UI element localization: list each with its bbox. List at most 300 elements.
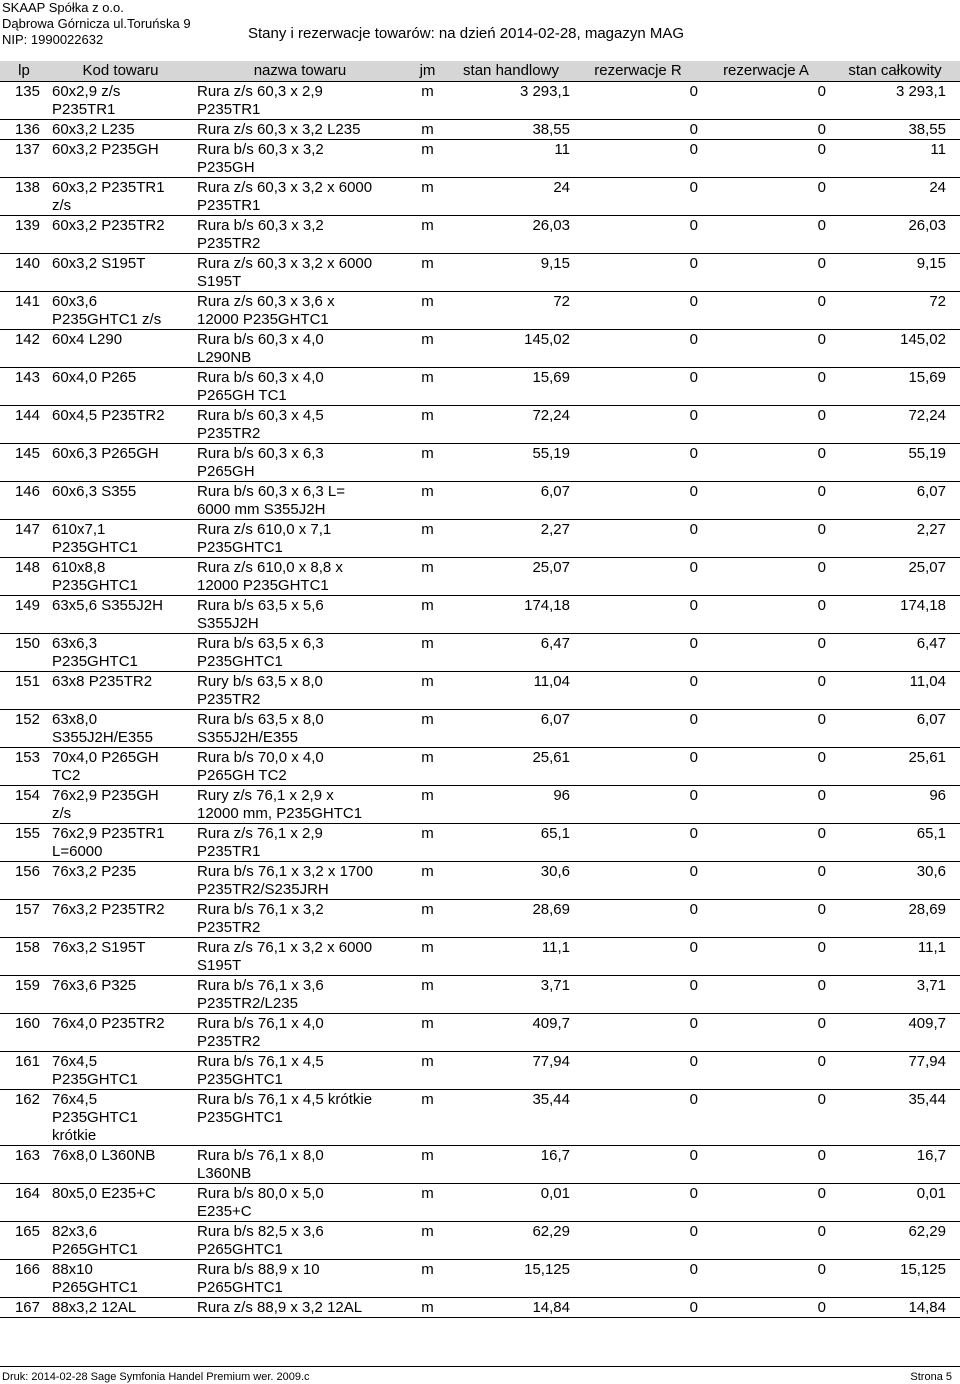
cell-nazwa-towaru-line: P235TR2 [197, 919, 261, 936]
cell-lp: 152 [14, 711, 40, 728]
cell-stan-calkowity: 16,7 [916, 1147, 946, 1164]
cell-jm: m [421, 1147, 434, 1164]
cell-lp: 164 [14, 1185, 40, 1202]
cell-rezerwacje-r: 0 [689, 787, 698, 804]
cell-nazwa-towaru-line: P235GHTC1 [197, 653, 283, 670]
cell-nazwa-towaru [193, 1298, 407, 1318]
cell-rezerwacje-r: 0 [689, 179, 698, 196]
cell-nazwa-towaru-line: Rury b/s 63,5 x 8,0 [197, 673, 323, 690]
cell-rezerwacje-a: 0 [817, 1053, 826, 1070]
col-header-kod: Kod towaru [48, 61, 193, 82]
cell-jm: m [421, 141, 434, 158]
cell-stan-handlowy: 72,24 [532, 407, 570, 424]
cell-rezerwacje-r: 0 [689, 939, 698, 956]
cell-nazwa-towaru-line: Rura b/s 60,3 x 4,5 [197, 407, 324, 424]
cell-lp: 161 [14, 1053, 40, 1070]
company-nip: NIP: 1990022632 [2, 32, 104, 47]
cell-stan-handlowy: 38,55 [532, 121, 570, 138]
cell-kod-towaru-line: 60x4,5 P235TR2 [52, 407, 165, 424]
cell-jm: m [421, 179, 434, 196]
cell-rezerwacje-a: 0 [817, 787, 826, 804]
cell-nazwa-towaru-line: Rura b/s 60,3 x 6,3 L= [197, 483, 346, 500]
table-header-row [0, 61, 960, 82]
cell-nazwa-towaru-line: Rura z/s 76,1 x 3,2 x 6000 [197, 939, 373, 956]
cell-stan-handlowy: 65,1 [540, 825, 570, 842]
cell-kod-towaru-line: 80x5,0 E235+C [52, 1185, 156, 1202]
cell-kod-towaru [48, 82, 193, 120]
cell-jm: m [421, 977, 434, 994]
cell-rezerwacje-a: 0 [817, 83, 826, 100]
cell-lp: 148 [14, 559, 40, 576]
cell-lp: 145 [14, 445, 40, 462]
cell-kod-towaru [48, 292, 193, 330]
table-row [0, 140, 960, 178]
cell-nazwa-towaru [193, 444, 407, 482]
cell-stan-handlowy: 11,04 [533, 673, 570, 690]
cell-nazwa-towaru-line: Rura b/s 76,1 x 3,2 [197, 901, 324, 918]
cell-stan-calkowity: 62,29 [908, 1223, 946, 1240]
cell-nazwa-towaru [193, 292, 407, 330]
cell-rezerwacje-r: 0 [689, 749, 698, 766]
cell-kod-towaru-line: 60x4,0 P265 [52, 369, 137, 386]
cell-kod-towaru-line: 60x4 L290 [52, 331, 123, 348]
cell-stan-handlowy: 77,94 [532, 1053, 570, 1070]
cell-nazwa-towaru-line: P235GHTC1 [197, 1109, 283, 1126]
cell-kod-towaru [48, 672, 193, 710]
print-info: Druk: 2014-02-28 Sage Symfonia Handel Premium wer. 2009.c [2, 1371, 310, 1383]
table-row [0, 900, 960, 938]
cell-lp: 149 [14, 597, 40, 614]
cell-jm: m [421, 1015, 434, 1032]
table-row [0, 482, 960, 520]
cell-kod-towaru [48, 1014, 193, 1052]
cell-kod-towaru-line: 76x4,5 [52, 1091, 98, 1108]
cell-lp: 154 [14, 787, 40, 804]
cell-kod-towaru [48, 748, 193, 786]
cell-nazwa-towaru-line: S355J2H/E355 [197, 729, 298, 746]
cell-nazwa-towaru-line: P265GHTC1 [197, 1241, 283, 1258]
cell-kod-towaru [48, 634, 193, 672]
cell-lp: 140 [14, 255, 40, 272]
cell-nazwa-towaru [193, 406, 407, 444]
cell-nazwa-towaru-line: Rura z/s 60,3 x 3,6 x [197, 293, 335, 310]
cell-kod-towaru [48, 710, 193, 748]
cell-stan-handlowy: 11,1 [541, 939, 570, 956]
cell-jm: m [421, 1223, 434, 1240]
cell-nazwa-towaru-line: P235GHTC1 [197, 1071, 283, 1088]
cell-rezerwacje-a: 0 [817, 369, 826, 386]
cell-jm: m [421, 217, 434, 234]
table-row [0, 938, 960, 976]
cell-nazwa-towaru-line: Rury z/s 76,1 x 2,9 x [197, 787, 334, 804]
cell-rezerwacje-r: 0 [689, 1261, 698, 1278]
cell-kod-towaru [48, 406, 193, 444]
cell-kod-towaru-line: 76x3,6 P325 [52, 977, 137, 994]
cell-stan-handlowy: 96 [553, 787, 570, 804]
cell-nazwa-towaru-line: Rura b/s 88,9 x 10 [197, 1261, 320, 1278]
cell-jm: m [421, 559, 434, 576]
cell-lp: 155 [14, 825, 40, 842]
cell-nazwa-towaru-line: Rura z/s 88,9 x 3,2 12AL [197, 1299, 363, 1316]
cell-lp: 165 [14, 1223, 40, 1240]
table-row [0, 1222, 960, 1260]
cell-kod-towaru-line: P265GHTC1 [52, 1279, 138, 1296]
cell-stan-calkowity: 409,7 [908, 1015, 946, 1032]
cell-kod-towaru [48, 824, 193, 862]
cell-stan-handlowy: 2,27 [540, 521, 570, 538]
cell-kod-towaru-line: 88x3,2 12AL [52, 1299, 137, 1316]
cell-lp: 136 [14, 121, 40, 138]
cell-nazwa-towaru [193, 520, 407, 558]
cell-stan-calkowity: 77,94 [908, 1053, 946, 1070]
cell-stan-handlowy: 145,02 [524, 331, 570, 348]
cell-kod-towaru-line: L=6000 [52, 843, 103, 860]
cell-rezerwacje-r: 0 [689, 293, 698, 310]
cell-rezerwacje-a: 0 [817, 863, 826, 880]
cell-jm: m [421, 1185, 434, 1202]
cell-rezerwacje-r: 0 [689, 331, 698, 348]
cell-rezerwacje-a: 0 [817, 1015, 826, 1032]
cell-stan-calkowity: 25,07 [908, 559, 946, 576]
cell-rezerwacje-a: 0 [817, 635, 826, 652]
company-address: Dąbrowa Górnicza ul.Toruńska 9 [2, 16, 191, 31]
cell-rezerwacje-a: 0 [817, 597, 826, 614]
cell-nazwa-towaru [193, 140, 407, 178]
cell-stan-calkowity: 11,1 [917, 939, 946, 956]
cell-nazwa-towaru-line: P235TR2 [197, 235, 261, 252]
cell-kod-towaru [48, 216, 193, 254]
cell-kod-towaru-line: P265GHTC1 [52, 1241, 138, 1258]
cell-nazwa-towaru-line: 12000 P235GHTC1 [197, 311, 329, 328]
cell-nazwa-towaru-line: P235TR2/L235 [197, 995, 298, 1012]
cell-kod-towaru-line: 610x8,8 [52, 559, 106, 576]
cell-nazwa-towaru [193, 938, 407, 976]
cell-nazwa-towaru-line: 6000 mm S355J2H [197, 501, 326, 518]
cell-nazwa-towaru [193, 82, 407, 120]
cell-lp: 157 [14, 901, 40, 918]
cell-lp: 147 [14, 521, 40, 538]
table-row [0, 216, 960, 254]
cell-stan-handlowy: 55,19 [532, 445, 570, 462]
cell-rezerwacje-r: 0 [689, 1185, 698, 1202]
cell-nazwa-towaru-line: Rura b/s 82,5 x 3,6 [197, 1223, 324, 1240]
cell-lp: 141 [14, 293, 40, 310]
cell-kod-towaru-line: 60x3,2 S195T [52, 255, 146, 272]
cell-jm: m [421, 863, 434, 880]
cell-kod-towaru [48, 558, 193, 596]
cell-lp: 150 [14, 635, 40, 652]
cell-nazwa-towaru-line: Rura z/s 60,3 x 3,2 x 6000 [197, 255, 373, 272]
table-row [0, 672, 960, 710]
cell-nazwa-towaru [193, 1222, 407, 1260]
cell-lp: 151 [14, 673, 40, 690]
cell-kod-towaru [48, 900, 193, 938]
cell-kod-towaru [48, 1298, 193, 1318]
table-row [0, 634, 960, 672]
cell-lp: 166 [14, 1261, 40, 1278]
cell-lp: 153 [14, 749, 40, 766]
cell-rezerwacje-a: 0 [817, 141, 826, 158]
cell-nazwa-towaru-line: Rura b/s 63,5 x 5,6 [197, 597, 324, 614]
cell-rezerwacje-r: 0 [689, 673, 698, 690]
cell-stan-calkowity: 96 [929, 787, 946, 804]
cell-stan-calkowity: 6,47 [916, 635, 946, 652]
table-row [0, 292, 960, 330]
cell-jm: m [421, 331, 434, 348]
cell-kod-towaru [48, 786, 193, 824]
cell-kod-towaru-line: 60x6,3 P265GH [52, 445, 159, 462]
cell-nazwa-towaru-line: Rura b/s 76,1 x 8,0 [197, 1147, 324, 1164]
cell-rezerwacje-a: 0 [817, 521, 826, 538]
cell-stan-handlowy: 3,71 [540, 977, 570, 994]
cell-kod-towaru [48, 482, 193, 520]
cell-nazwa-towaru-line: P235GHTC1 [197, 539, 283, 556]
cell-jm: m [421, 749, 434, 766]
cell-rezerwacje-a: 0 [817, 673, 826, 690]
cell-nazwa-towaru [193, 862, 407, 900]
table-row [0, 786, 960, 824]
cell-stan-handlowy: 35,44 [532, 1091, 570, 1108]
cell-rezerwacje-r: 0 [689, 597, 698, 614]
cell-stan-handlowy: 28,69 [532, 901, 570, 918]
cell-nazwa-towaru-line: Rura b/s 60,3 x 3,2 [197, 141, 324, 158]
cell-kod-towaru-line: 60x6,3 S355 [52, 483, 137, 500]
cell-kod-towaru-line: 82x3,6 [52, 1223, 98, 1240]
cell-kod-towaru [48, 1184, 193, 1222]
cell-nazwa-towaru-line: P235GH [197, 159, 255, 176]
cell-nazwa-towaru [193, 824, 407, 862]
table-row [0, 1184, 960, 1222]
cell-rezerwacje-r: 0 [689, 83, 698, 100]
cell-kod-towaru [48, 120, 193, 140]
col-header-jm: jm [407, 61, 448, 82]
cell-jm: m [421, 635, 434, 652]
cell-stan-calkowity: 55,19 [908, 445, 946, 462]
cell-rezerwacje-r: 0 [689, 635, 698, 652]
table-row [0, 178, 960, 216]
cell-kod-towaru [48, 330, 193, 368]
cell-nazwa-towaru-line: Rura z/s 60,3 x 2,9 [197, 83, 323, 100]
cell-stan-handlowy: 409,7 [532, 1015, 570, 1032]
cell-rezerwacje-r: 0 [689, 1015, 698, 1032]
cell-rezerwacje-a: 0 [817, 977, 826, 994]
cell-nazwa-towaru [193, 1052, 407, 1090]
cell-nazwa-towaru-line: Rura b/s 76,1 x 3,6 [197, 977, 324, 994]
cell-nazwa-towaru [193, 330, 407, 368]
cell-stan-handlowy: 72 [553, 293, 570, 310]
cell-lp: 138 [14, 179, 40, 196]
cell-nazwa-towaru-line: Rura b/s 76,1 x 4,0 [197, 1015, 324, 1032]
table-body [0, 82, 960, 1318]
cell-lp: 143 [14, 369, 40, 386]
cell-nazwa-towaru [193, 1260, 407, 1298]
table-row [0, 406, 960, 444]
cell-rezerwacje-a: 0 [817, 483, 826, 500]
cell-stan-calkowity: 3 293,1 [895, 83, 946, 100]
cell-lp: 163 [14, 1147, 40, 1164]
cell-rezerwacje-a: 0 [817, 1261, 826, 1278]
cell-jm: m [421, 1091, 434, 1108]
cell-stan-handlowy: 25,07 [532, 559, 570, 576]
cell-nazwa-towaru-line: Rura b/s 60,3 x 4,0 [197, 331, 324, 348]
cell-kod-towaru-line: P235GHTC1 [52, 1071, 138, 1088]
cell-rezerwacje-r: 0 [689, 217, 698, 234]
cell-jm: m [421, 521, 434, 538]
cell-rezerwacje-a: 0 [817, 559, 826, 576]
table-row [0, 1298, 960, 1318]
table-row [0, 596, 960, 634]
cell-nazwa-towaru-line: S195T [197, 273, 242, 290]
cell-nazwa-towaru-line: Rura b/s 60,3 x 3,2 [197, 217, 324, 234]
cell-jm: m [421, 673, 434, 690]
cell-nazwa-towaru [193, 1090, 407, 1146]
cell-stan-handlowy: 26,03 [532, 217, 570, 234]
cell-nazwa-towaru-line: E235+C [197, 1203, 252, 1220]
cell-rezerwacje-a: 0 [817, 255, 826, 272]
cell-nazwa-towaru-line: Rura b/s 76,1 x 3,2 x 1700 [197, 863, 373, 880]
cell-lp: 159 [14, 977, 40, 994]
cell-nazwa-towaru [193, 1014, 407, 1052]
cell-stan-handlowy: 15,125 [524, 1261, 570, 1278]
cell-kod-towaru-line: P235GHTC1 [52, 653, 138, 670]
cell-stan-calkowity: 174,18 [900, 597, 946, 614]
cell-nazwa-towaru [193, 1184, 407, 1222]
cell-lp: 146 [14, 483, 40, 500]
cell-lp: 162 [14, 1091, 40, 1108]
table-row [0, 976, 960, 1014]
cell-kod-towaru-line: 63x6,3 [52, 635, 98, 652]
cell-nazwa-towaru [193, 710, 407, 748]
table-row [0, 82, 960, 120]
cell-rezerwacje-r: 0 [689, 445, 698, 462]
cell-lp: 156 [14, 863, 40, 880]
cell-stan-calkowity: 30,6 [916, 863, 946, 880]
cell-rezerwacje-a: 0 [817, 1223, 826, 1240]
col-header-rezerwacje-r: rezerwacje R [574, 61, 702, 82]
cell-nazwa-towaru-line: Rura b/s 70,0 x 4,0 [197, 749, 324, 766]
cell-nazwa-towaru-line: P235TR1 [197, 843, 261, 860]
cell-stan-handlowy: 62,29 [532, 1223, 570, 1240]
cell-lp: 142 [14, 331, 40, 348]
cell-nazwa-towaru [193, 482, 407, 520]
cell-jm: m [421, 597, 434, 614]
cell-jm: m [421, 711, 434, 728]
cell-rezerwacje-r: 0 [689, 483, 698, 500]
cell-lp: 137 [14, 141, 40, 158]
cell-kod-towaru [48, 1146, 193, 1184]
col-header-nazwa: nazwa towaru [193, 61, 407, 82]
cell-stan-calkowity: 11,04 [909, 673, 946, 690]
cell-stan-calkowity: 26,03 [908, 217, 946, 234]
cell-nazwa-towaru-line: Rura b/s 63,5 x 8,0 [197, 711, 324, 728]
cell-nazwa-towaru [193, 786, 407, 824]
cell-jm: m [421, 939, 434, 956]
cell-nazwa-towaru-line: 12000 P235GHTC1 [197, 577, 329, 594]
table-row [0, 120, 960, 140]
cell-kod-towaru-line: P235TR1 [52, 101, 116, 118]
cell-kod-towaru [48, 938, 193, 976]
cell-stan-handlowy: 25,61 [532, 749, 570, 766]
cell-kod-towaru-line: 60x3,2 L235 [52, 121, 135, 138]
cell-kod-towaru [48, 178, 193, 216]
table-row [0, 748, 960, 786]
cell-rezerwacje-a: 0 [817, 1185, 826, 1202]
cell-nazwa-towaru-line: P235TR2/S235JRH [197, 881, 329, 898]
cell-nazwa-towaru-line: Rura z/s 610,0 x 8,8 x [197, 559, 343, 576]
cell-rezerwacje-a: 0 [817, 711, 826, 728]
cell-stan-calkowity: 6,07 [916, 483, 946, 500]
cell-nazwa-towaru-line: P235TR2 [197, 691, 261, 708]
table-row [0, 368, 960, 406]
cell-kod-towaru-line: 60x2,9 z/s [52, 83, 121, 100]
cell-rezerwacje-r: 0 [689, 825, 698, 842]
cell-lp: 144 [14, 407, 40, 424]
cell-kod-towaru-line: 63x8,0 [52, 711, 98, 728]
cell-rezerwacje-r: 0 [689, 1091, 698, 1108]
cell-kod-towaru-line: z/s [52, 197, 72, 214]
cell-nazwa-towaru-line: Rura b/s 76,1 x 4,5 [197, 1053, 324, 1070]
table-row [0, 444, 960, 482]
cell-kod-towaru-line: 60x3,6 [52, 293, 98, 310]
cell-rezerwacje-r: 0 [689, 711, 698, 728]
col-header-lp: lp [0, 61, 48, 82]
cell-nazwa-towaru [193, 748, 407, 786]
cell-kod-towaru-line: S355J2H/E355 [52, 729, 153, 746]
table-row [0, 330, 960, 368]
cell-jm: m [421, 121, 434, 138]
cell-rezerwacje-r: 0 [689, 1299, 698, 1316]
cell-stan-handlowy: 9,15 [540, 255, 570, 272]
cell-kod-towaru-line: P235GHTC1 [52, 577, 138, 594]
cell-stan-handlowy: 11 [554, 141, 570, 158]
cell-rezerwacje-r: 0 [689, 1223, 698, 1240]
cell-nazwa-towaru [193, 254, 407, 292]
cell-kod-towaru-line: 76x2,9 P235TR1 [52, 825, 165, 842]
cell-stan-handlowy: 0,01 [540, 1185, 570, 1202]
cell-nazwa-towaru-line: S195T [197, 957, 242, 974]
cell-kod-towaru-line: TC2 [52, 767, 81, 784]
cell-rezerwacje-a: 0 [817, 901, 826, 918]
cell-jm: m [421, 255, 434, 272]
cell-stan-calkowity: 38,55 [908, 121, 946, 138]
cell-stan-calkowity: 3,71 [916, 977, 946, 994]
cell-jm: m [421, 1261, 434, 1278]
table-row [0, 1052, 960, 1090]
cell-nazwa-towaru-line: P265GHTC1 [197, 1279, 283, 1296]
cell-stan-calkowity: 28,69 [908, 901, 946, 918]
cell-lp: 135 [14, 83, 40, 100]
table-row [0, 1090, 960, 1146]
cell-nazwa-towaru-line: P235TR1 [197, 101, 261, 118]
cell-rezerwacje-a: 0 [817, 121, 826, 138]
cell-stan-handlowy: 30,6 [540, 863, 570, 880]
cell-stan-calkowity: 9,15 [916, 255, 946, 272]
cell-rezerwacje-a: 0 [817, 1147, 826, 1164]
table-row [0, 1260, 960, 1298]
cell-jm: m [421, 483, 434, 500]
cell-jm: m [421, 407, 434, 424]
cell-rezerwacje-r: 0 [689, 407, 698, 424]
cell-kod-towaru-line: 60x3,2 P235TR2 [52, 217, 165, 234]
report-title: Stany i rezerwacje towarów: na dzień 2014-02-28, magazyn MAG [248, 25, 685, 42]
cell-nazwa-towaru-line: P265GH TC2 [197, 767, 287, 784]
table-row [0, 1014, 960, 1052]
cell-rezerwacje-r: 0 [689, 141, 698, 158]
cell-stan-calkowity: 15,69 [908, 369, 946, 386]
cell-kod-towaru-line: 88x10 [52, 1261, 93, 1278]
cell-kod-towaru-line: P235GHTC1 z/s [52, 311, 162, 328]
cell-nazwa-towaru [193, 120, 407, 140]
